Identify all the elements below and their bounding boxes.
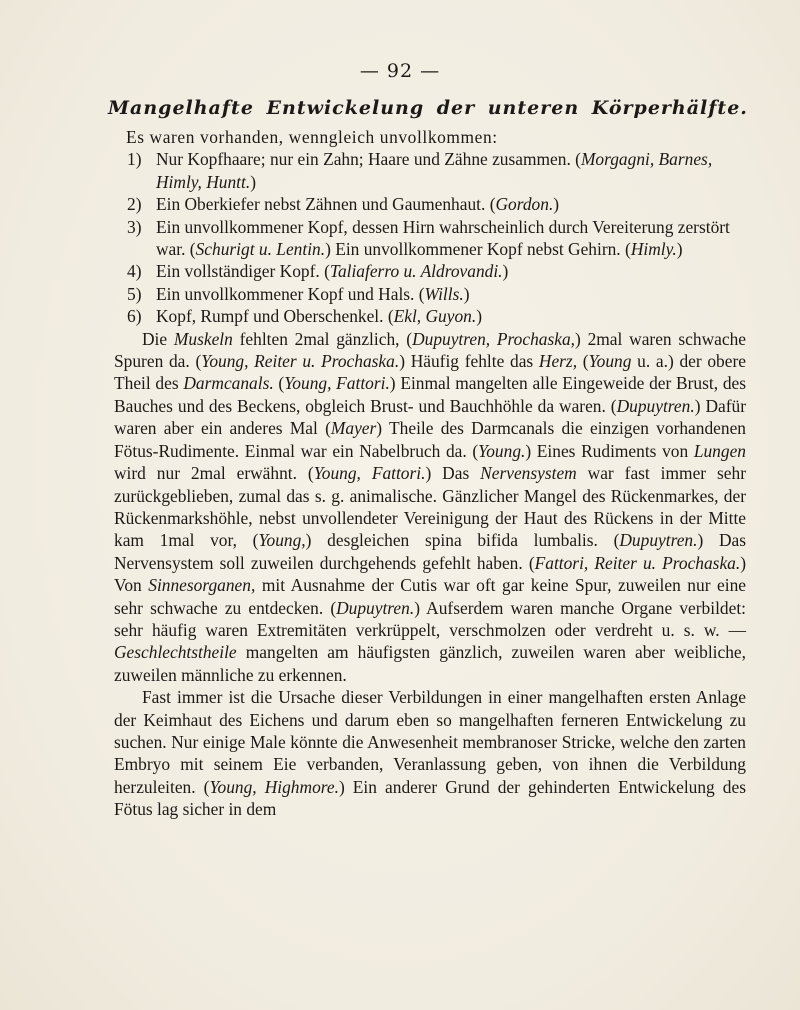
- list-citation: Wills.: [424, 283, 464, 304]
- text-run: ) 2mal waren schwache Spuren da. (: [114, 328, 747, 372]
- list-tail: ) Ein unvollkommener Kopf nebst Gehirn. (: [325, 239, 631, 260]
- text-run: ) Theile des Darmcanals die einzigen vorhandenen Fötus-Rudimente. Einmal war ein Nabelbruch da. (: [114, 418, 746, 461]
- citation: Dupuytren.: [619, 530, 698, 551]
- emphasis: Lungen: [693, 440, 746, 461]
- text-run: mit Ausnahme der Cutis war oft gar keine Spur, zuweilen nur eine sehr schwache zu entdecken. (: [114, 575, 746, 618]
- text-run: wird nur 2mal erwähnt. (: [114, 463, 314, 484]
- list-number: 2): [127, 194, 142, 215]
- list-tail: ): [476, 306, 483, 327]
- text-run: ) desgleichen spina bifida lumbalis. (: [305, 530, 620, 551]
- finding-list: [114, 148, 746, 327]
- text-run: ) Eines Rudiments von: [525, 440, 694, 461]
- list-text: Kopf, Rumpf und Oberschenkel. (: [156, 306, 394, 327]
- list-item: [114, 283, 746, 305]
- citation: Young, Fattori.: [284, 373, 390, 394]
- list-tail: ): [463, 283, 470, 304]
- text-run: ) Ein anderer Grund der gehinderten Entwickelung des Fötus lag sicher in dem: [114, 776, 746, 820]
- text-run: ) Das: [425, 463, 481, 484]
- list-tail: ): [676, 239, 683, 260]
- text-run: ) Häufig fehlte das: [399, 351, 539, 372]
- list-citation: Gordon.: [495, 194, 554, 215]
- citation: Dupuytren.: [336, 597, 415, 618]
- citation: Young,: [258, 530, 306, 551]
- text-run: mangelten am häufigsten gänzlich, zuweilen waren aber weibliche, zuweilen männliche zu erkennen.: [114, 642, 746, 685]
- list-citation: Himly.: [630, 239, 677, 260]
- page-body: [114, 126, 746, 821]
- list-item: [114, 305, 746, 327]
- citation: Young: [588, 351, 632, 372]
- text-run: ) Dafür waren aber ein anderes Mal (: [114, 395, 746, 439]
- text-run: ) Aufserdem waren manche Organe verbildet: sehr häufig waren Extremitäten verkrüppelt, verschmolzen oder verdreht u. s. w. —: [114, 597, 746, 640]
- list-text: Ein Oberkiefer nebst Zähnen und Gaumenhaut. (: [156, 194, 496, 215]
- paragraph-organs: [114, 328, 746, 687]
- text-run: war fast immer sehr zurückgeblieben, zumal das s. g. animalische. Gänzlicher Mangel des Rückenmarkes, der Rückenmarkshöhle, nebst unvollendeter Vereinigung der Haut des Rückens in der Mitte kam 1mal vor, (: [114, 463, 746, 551]
- text-run: fehlten 2mal gänzlich, (: [232, 328, 413, 349]
- section-heading: Mangelhafte Entwickelung der unteren Körperhälfte.: [108, 97, 748, 119]
- text-run: (: [577, 351, 589, 372]
- emphasis: Muskeln: [173, 328, 233, 349]
- list-text: Ein vollständiger Kopf. (: [156, 261, 330, 282]
- emphasis: Darmcanals.: [183, 373, 274, 394]
- citation: Mayer: [330, 418, 377, 439]
- citation: Young, Fattori.: [313, 463, 426, 484]
- text-run: u. a.) der obere Theil des: [114, 351, 746, 394]
- list-number: 6): [127, 306, 142, 327]
- list-text: Nur Kopfhaare; nur ein Zahn; Haare und Zähne zusammen. (: [156, 149, 581, 170]
- emphasis: Nervensystem: [480, 463, 577, 484]
- paragraph-causes: [114, 686, 746, 820]
- list-item: [114, 193, 746, 215]
- text-run: ) Einmal mangelten alle Eingeweide der Brust, des Bauches und des Beckens, obgleich Brust- und Bauchhöhle da waren. (: [114, 373, 746, 416]
- list-tail: ): [502, 261, 509, 282]
- list-item: [114, 216, 746, 261]
- citation: Young, Highmore.: [209, 776, 339, 797]
- list-citation: Schurigt u. Lentin.: [195, 239, 326, 260]
- emphasis: Sinnesorganen,: [148, 575, 256, 596]
- list-citation: Ekl, Guyon.: [393, 306, 477, 327]
- list-citation: Taliaferro u. Aldrovandi.: [329, 261, 503, 282]
- list-number: 4): [127, 261, 142, 282]
- list-number: 3): [127, 216, 142, 237]
- page-number: — 92 —: [359, 60, 441, 82]
- list-citation: Morgagni, Barnes, Himly, Huntt.: [156, 149, 713, 192]
- text-run: Die: [142, 328, 174, 349]
- citation: Young.: [478, 440, 526, 461]
- list-tail: ): [553, 194, 560, 215]
- citation: Dupuytren, Prochaska,: [412, 328, 576, 349]
- list-number: 5): [127, 283, 142, 304]
- text-run: ) Das Nervensystem soll zuweilen durchgehends gefehlt haben. (: [114, 530, 747, 573]
- list-text: Ein unvollkommener Kopf und Hals. (: [156, 283, 425, 304]
- emphasis: Geschlechtstheile: [114, 642, 237, 663]
- list-tail: ): [250, 171, 256, 192]
- list-number: 1): [127, 149, 142, 170]
- list-text: Ein unvollkommener Kopf, dessen Hirn wahrscheinlich durch Vereiterung zerstört war. (: [156, 216, 730, 260]
- list-item: [114, 260, 746, 282]
- intro-line: Es waren vorhanden, wenngleich unvollkommen:: [126, 127, 498, 147]
- citation: Young, Reiter u. Prochaska.: [201, 351, 400, 372]
- text-run: (: [273, 373, 285, 394]
- list-item: [114, 148, 746, 193]
- text-run: ) Von: [114, 552, 747, 596]
- text-run: Fast immer ist die Ursache dieser Verbildungen in einer mangelhaften ersten Anlage der Keimhaut des Eichens und darum eben so mangelhaften ferneren Entwickelung zu suchen. Nur einige Male könnte die Anwesenheit membranoser Stricke, welche den zarten Embryo mit seinem Eie verbanden, Veranlassung geben, von ihnen die Verbildung herzuleiten. (: [114, 687, 746, 797]
- citation: Dupuytren.: [616, 395, 695, 416]
- citation: Fattori, Reiter u. Prochaska.: [534, 552, 741, 573]
- emphasis: Herz,: [538, 351, 578, 372]
